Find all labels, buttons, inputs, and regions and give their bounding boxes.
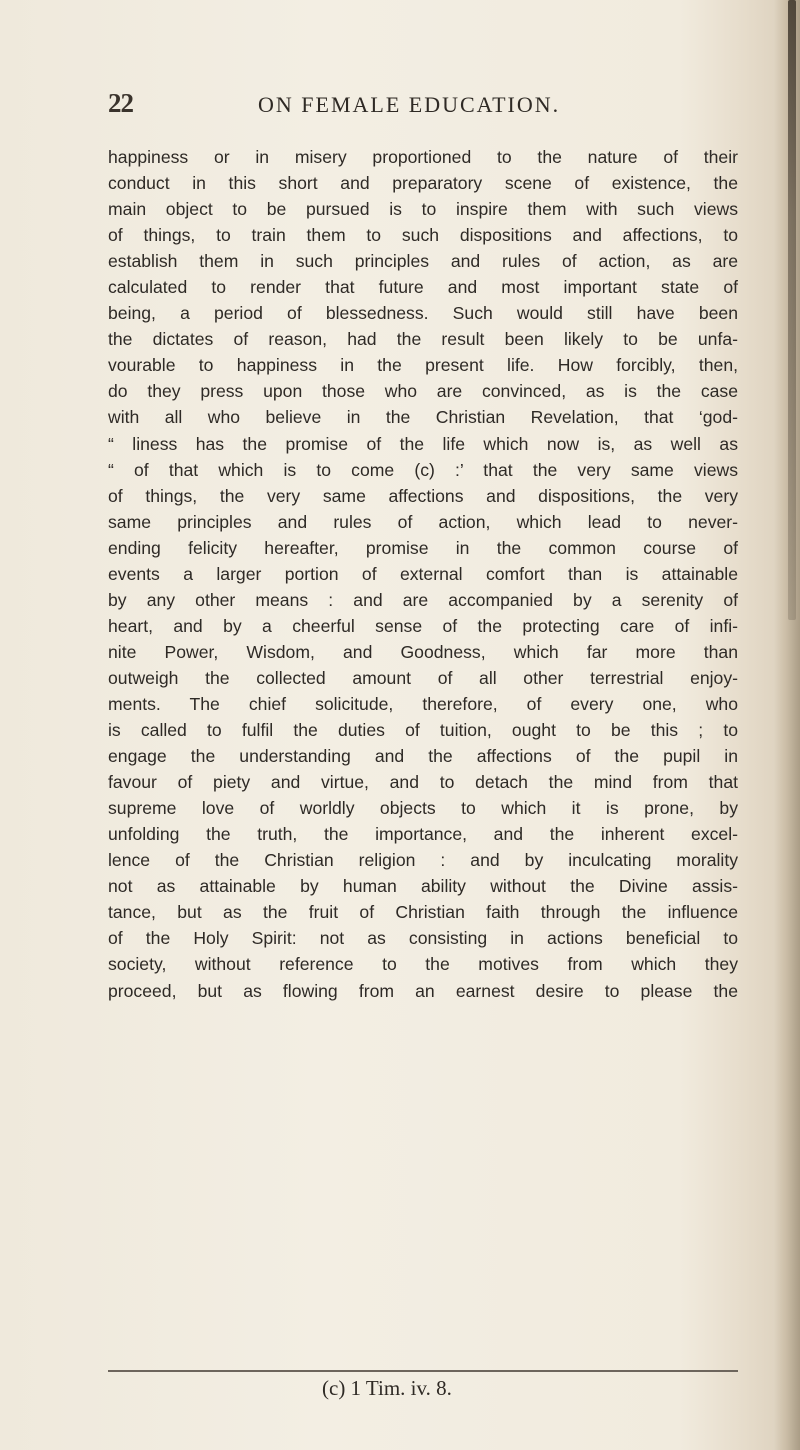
page-gutter-shadow (774, 0, 800, 1450)
text-line: establish them in such principles and rules of action, as are (108, 251, 738, 272)
text-line: events a larger portion of external comfort than is attainable (108, 563, 738, 584)
text-line: the dictates of reason, had the result been likely to be unfa- (108, 329, 738, 350)
text-line: calculated to render that future and most important state of (108, 277, 738, 298)
text-line: do they press upon those who are convinced, as is the case (108, 381, 738, 402)
text-line: not as attainable by human ability without the Divine assis- (108, 876, 738, 897)
text-line: favour of piety and virtue, and to detach the mind from that (108, 772, 738, 793)
text-line: outweigh the collected amount of all other terrestrial enjoy- (108, 667, 738, 688)
text-line: tance, but as the fruit of Christian faith through the influence (108, 902, 738, 923)
text-line: nite Power, Wisdom, and Goodness, which far more than (108, 641, 738, 662)
text-line: main object to be pursued is to inspire them with such views (108, 199, 738, 220)
text-line: unfolding the truth, the importance, and the inherent excel- (108, 824, 738, 845)
text-line: heart, and by a cheerful sense of the protecting care of infi- (108, 615, 738, 636)
text-line: ending felicity hereafter, promise in the common course of (108, 537, 738, 558)
text-line: vourable to happiness in the present life. How forcibly, then, (108, 355, 738, 376)
running-head: ON FEMALE EDUCATION. (258, 92, 561, 117)
binding-edge (788, 0, 796, 620)
page-number: 22 (108, 88, 133, 118)
text-line: proceed, but as flowing from an earnest desire to please the (108, 980, 738, 1001)
footnote: (c) 1 Tim. iv. 8. (322, 1376, 452, 1400)
text-line: of things, to train them to such dispositions and affections, to (108, 225, 738, 246)
text-line: engage the understanding and the affections of the pupil in (108, 746, 738, 767)
text-line: lence of the Christian religion : and by inculcating morality (108, 850, 738, 871)
text-line: happiness or in misery proportioned to the nature of their (108, 147, 738, 167)
text-line: of the Holy Spirit: not as consisting in actions beneficial to (108, 928, 738, 949)
page-header (108, 82, 718, 122)
text-line: with all who believe in the Christian Revelation, that ‘god- (108, 407, 738, 428)
text-line: supreme love of worldly objects to which it is prone, by (108, 798, 738, 819)
text-line: same principles and rules of action, which lead to never- (108, 511, 738, 532)
text-line: being, a period of blessedness. Such would still have been (108, 303, 738, 324)
text-line: ments. The chief solicitude, therefore, of every one, who (108, 693, 738, 714)
text-line: “ of that which is to come (c) :’ that the very same views (108, 459, 738, 480)
text-line: society, without reference to the motives from which they (108, 954, 738, 975)
text-line: “ liness has the promise of the life which now is, as well as (108, 433, 738, 454)
body-text (108, 144, 738, 1004)
footnote-rule (108, 1370, 738, 1372)
text-line: is called to fulfil the duties of tuition, ought to be this ; to (108, 720, 738, 741)
text-line: by any other means : and are accompanied by a serenity of (108, 589, 738, 610)
text-line: of things, the very same affections and dispositions, the very (108, 485, 738, 506)
text-line: conduct in this short and preparatory scene of existence, the (108, 173, 738, 194)
